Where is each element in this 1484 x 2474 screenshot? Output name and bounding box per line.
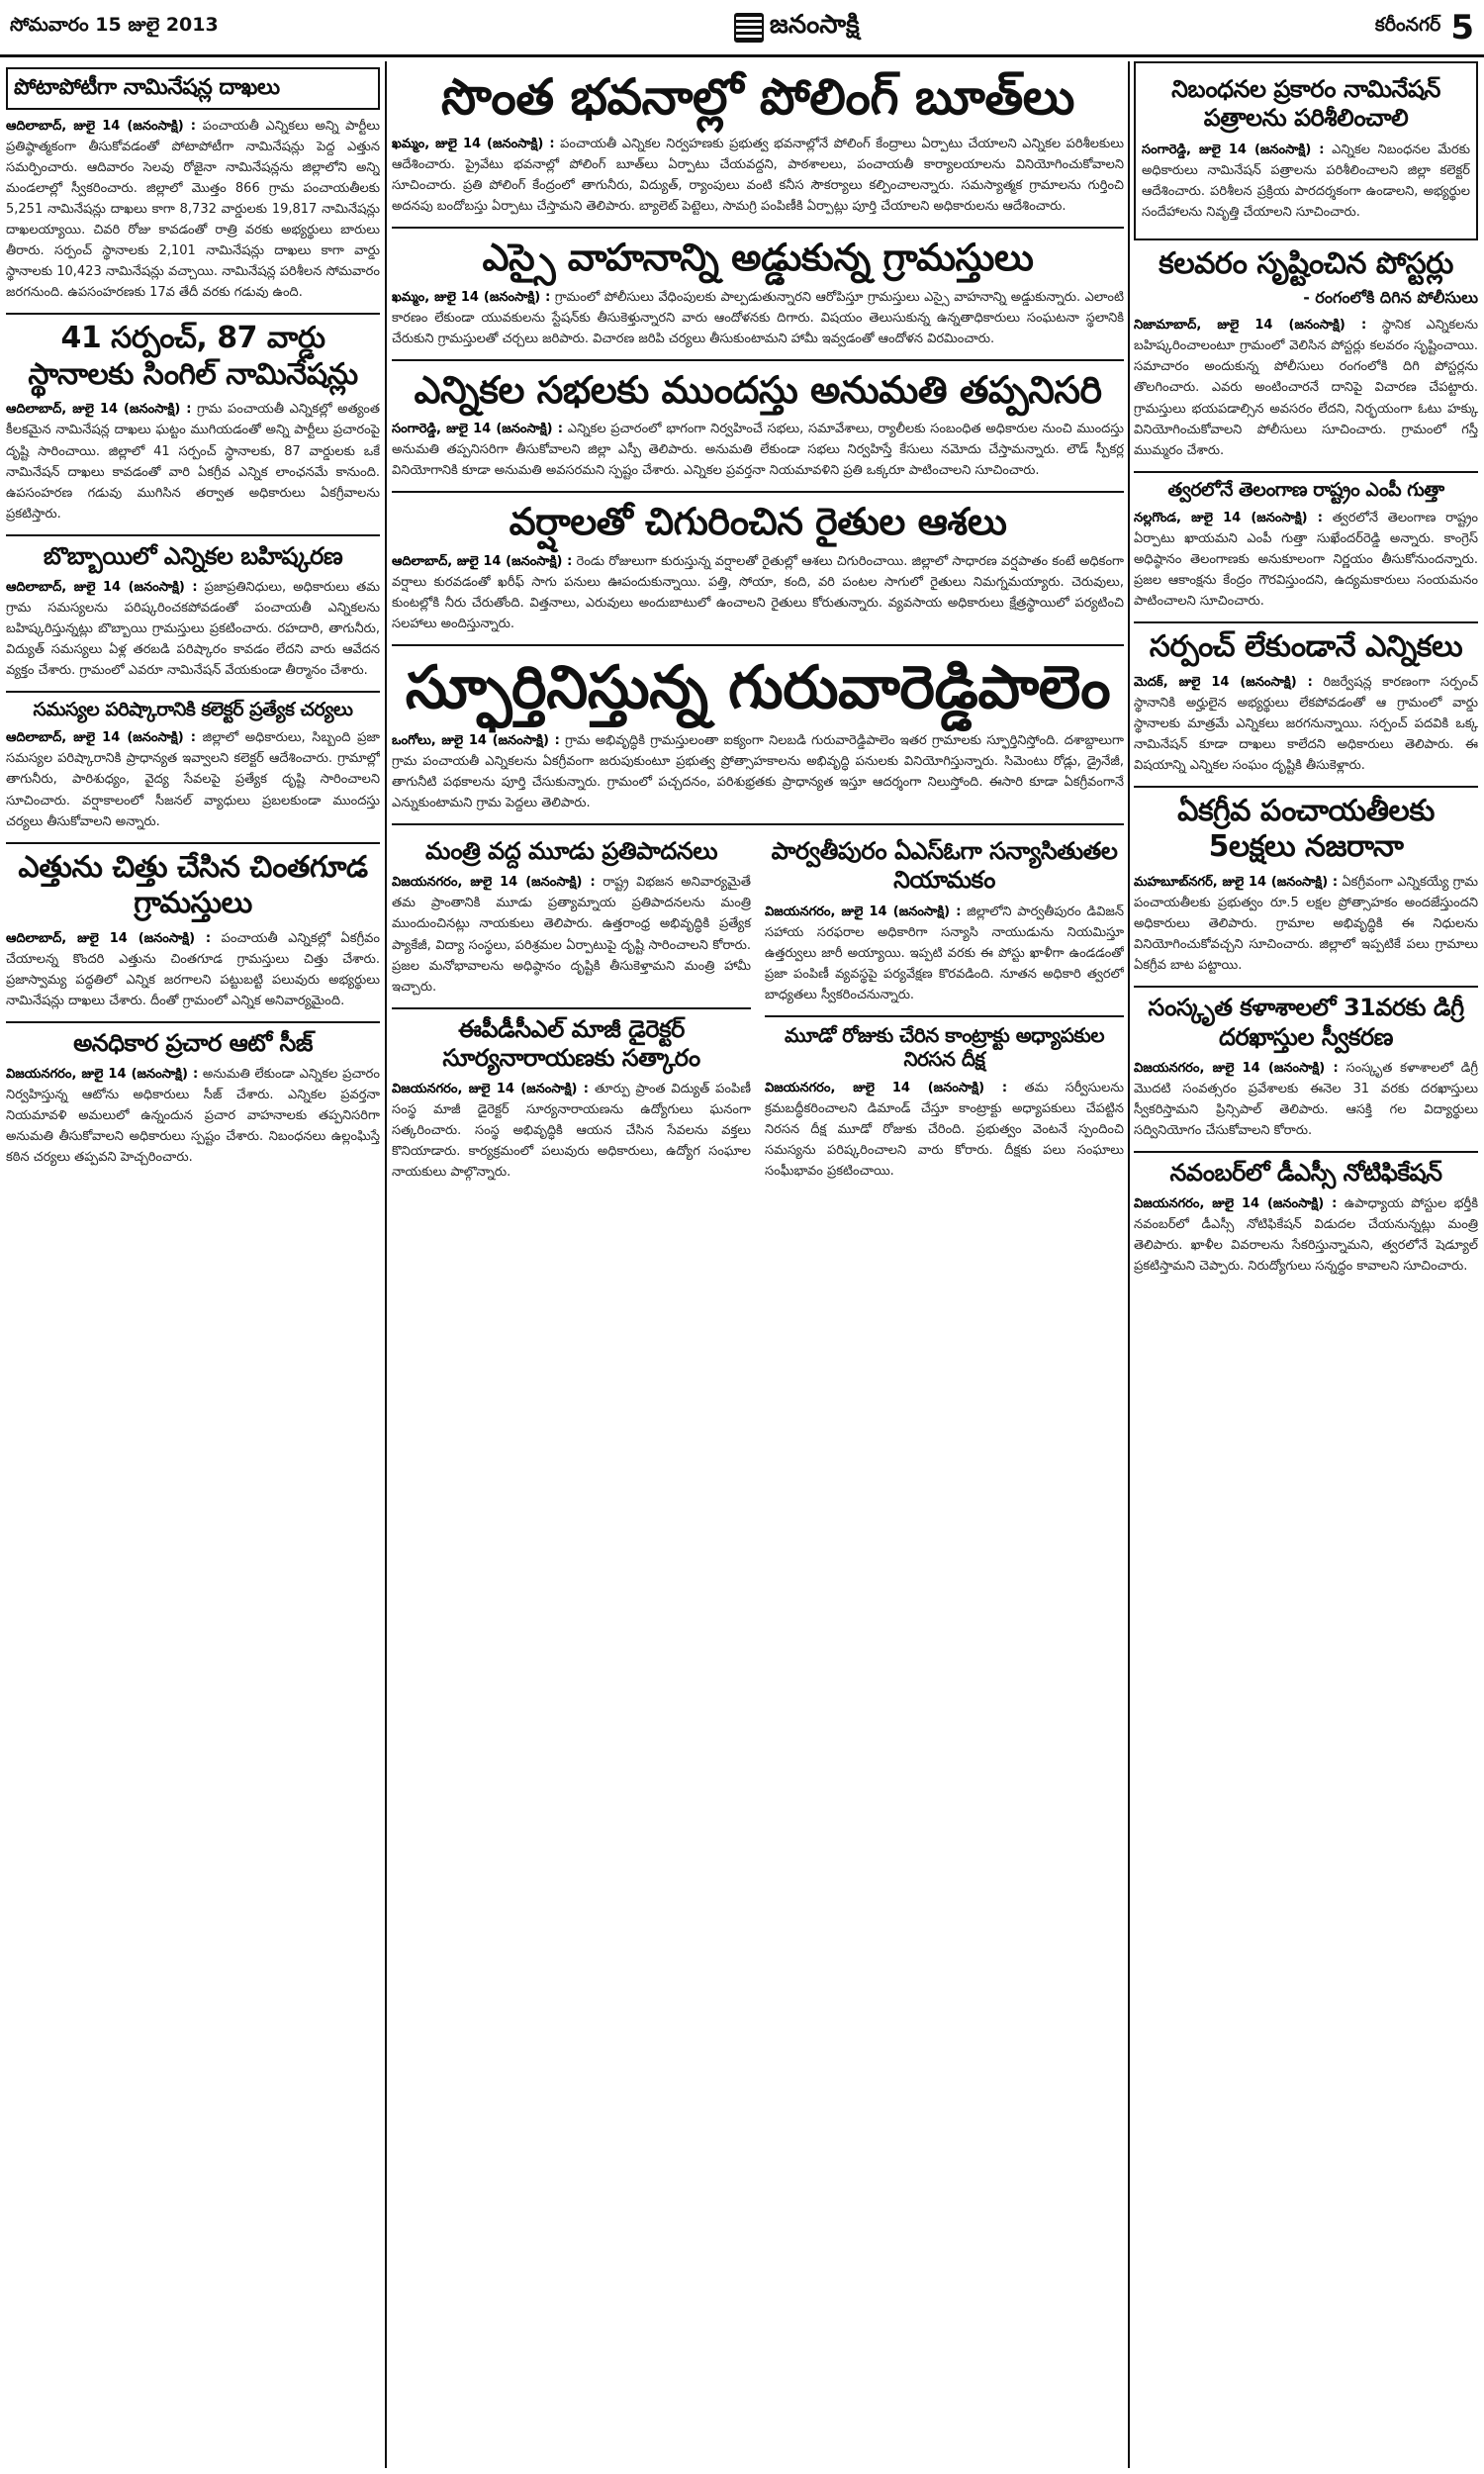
article-dateline: విజయనగరం, జులై 14 (జనంసాక్షి) :: [6, 1067, 199, 1083]
paper-logo: [734, 10, 860, 46]
article-text: ఎన్నికల ప్రచారంలో భాగంగా నిర్వహించే సభలు, సమావేశాలు, ర్యాలీలకు సంబంధిత అధికారుల నుంచి ముందస్తు అనుమతి తప్పనిసరిగా తీసుకోవాలని జిల్లా ఎస్పీ తెలిపారు. అనుమతి లేకుండా సభలు నిర్వహిస్తే కేసులు నమోదు చేస్తామన్నారు. లౌడ్‌ స్పీకర్ల వినియోగానికి కూడా అనుమతి అవసరమని స్పష్టం చేశారు. ఎన్నికల ప్రవర్తనా నియమావళిని ప్రతి ఒక్కరూ పాటించాలని సూచించారు.: [392, 422, 1124, 479]
article-dateline: ఆదిలాబాద్‌, జులై 14 (జనంసాక్షి) :: [6, 402, 192, 418]
column-left: [6, 61, 380, 2468]
article: [1134, 246, 1478, 461]
article-headline: సమస్యల పరిష్కారానికి కలెక్టర్‌ ప్రత్యేక చర్యలు: [33, 699, 353, 721]
article: [1134, 479, 1478, 612]
divider: [392, 227, 1124, 229]
article: [1134, 994, 1478, 1141]
article-body: [6, 116, 380, 303]
page-number: 5: [1450, 7, 1474, 48]
article-headline: సంస్కృత కళాశాలలో 31వరకు డిగ్రీ దరఖాస్తుల స్వీకరణ: [1148, 994, 1464, 1051]
article: [392, 837, 751, 998]
column-divider: [1128, 61, 1130, 2468]
article-headline: స్ఫూర్తినిస్తున్న గురువారెడ్డిపాలెం: [405, 652, 1111, 722]
article-body: [1134, 672, 1478, 776]
article-dateline: ఖమ్మం, జులై 14 (జనంసాక్షి) :: [392, 289, 551, 305]
article-dateline: విజయనగరం, జులై 14 (జనంసాక్షి) :: [392, 875, 596, 891]
article-body: [392, 551, 1124, 634]
article-headline: మూడో రోజుకు చేరిన కాంట్రాక్టు అధ్యాపకుల నిరసన దీక్ష: [784, 1022, 1105, 1072]
article-headline: నిబంధనల ప్రకారం నామినేషన్‌ పత్రాలను పరిశీలించాలి: [1171, 75, 1440, 133]
article: [1134, 61, 1478, 240]
article: [392, 652, 1124, 813]
article-dateline: మహబూబ్‌నగర్‌, జులై 14 (జనంసాక్షి) :: [1134, 875, 1339, 891]
article-headline: ఎత్తును చిత్తు చేసిన చింతగూడ గ్రామస్తులు: [18, 849, 368, 921]
article-text: రిజర్వేషన్ల కారణంగా సర్పంచ్‌ స్థానానికి అర్హులైన అభ్యర్థులు లేకపోవడంతో ఆ గ్రామంలో వార్డు స్థానాలకు మాత్రమే ఎన్నికలు జరగనున్నాయి. సర్పంచ్‌ పదవికి ఒక్క నామినేషన్‌ కూడా దాఖలు కాలేదని అధికారులు తెలిపారు. ఈ విషయాన్ని ఎన్నికల సంఘం దృష్టికి తీసుకెళ్లారు.: [1134, 674, 1478, 773]
article-body: [392, 419, 1124, 481]
article-headline: త్వరలోనే తెలంగాణ రాష్ట్రం ఎంపీ గుత్తా: [1167, 478, 1444, 501]
article-text: ఏకగ్రీవంగా ఎన్నికయ్యే గ్రామ పంచాయతీలకు ప్రభుత్వం రూ.5 లక్షల ప్రోత్సాహకం అందజేస్తుందని అధికారులు తెలిపారు. గ్రామాల అభివృద్ధికి ఈ నిధులను వినియోగించుకోవచ్చని సూచించారు. జిల్లాలో ఇప్పటికే పలు గ్రామాలు ఏకగ్రీవ బాట పట్టాయి.: [1134, 875, 1478, 974]
article-headline: అనధికార ప్రచార ఆటో సీజ్‌: [73, 1029, 313, 1057]
divider: [6, 313, 380, 315]
article-text: జిల్లాలోని పార్వతీపురం డివిజన్‌ సహాయ సరఫరాల అధికారిగా సన్యాసి నాయుడును నియమిస్తూ ఉత్తర్వులు జారీ అయ్యాయి. ఇప్పటి వరకు ఈ పోస్టు ఖాళీగా ఉండడంతో ప్రజా పంపిణీ వ్యవస్థపై పర్యవేక్షణ కొరవడింది. నూతన అధికారి త్వరలో బాధ్యతలు స్వీకరించనున్నారు.: [765, 904, 1124, 1002]
article-headline: మంత్రి వద్ద మూడు ప్రతిపాదనలు: [424, 837, 718, 866]
article: [6, 67, 380, 303]
article-dateline: విజయనగరం, జులై 14 (జనంసాక్షి) :: [392, 1082, 590, 1097]
divider: [1134, 621, 1478, 623]
article-text: ఉపాధ్యాయ పోస్టుల భర్తీకి నవంబర్‌లో డీఎస్సీ నోటిఫికేషన్‌ విడుదల చేయనున్నట్లు మంత్రి తెలిపారు. ఖాళీల వివరాలను సేకరిస్తున్నామని, త్వరలోనే షెడ్యూల్‌ ప్రకటిస్తామని చెప్పారు. నిరుద్యోగులు సన్నద్ధం కావాలని సూచించారు.: [1134, 1196, 1478, 1275]
article-headline: పోటాపోటీగా నామినేషన్ల దాఖలు: [6, 67, 380, 110]
article: [1134, 1159, 1478, 1277]
article-dateline: విజయనగరం, జులై 14 (జనంసాక్షి) :: [765, 1080, 1008, 1095]
article: [6, 1029, 380, 1169]
paper-name: జనంసాక్షి: [769, 9, 860, 40]
article-text: తూర్పు ప్రాంత విద్యుత్‌ పంపిణీ సంస్థ మాజీ డైరెక్టర్‌ సూర్యనారాయణను ఉద్యోగులు ఘనంగా సత్కరించారు. సంస్థ అభివృద్ధికి ఆయన చేసిన సేవలను వక్తలు కొనియాడారు. కార్యక్రమంలో పలువురు అధికారులు, ఉద్యోగ సంఘాల నాయకులు పాల్గొన్నారు.: [392, 1082, 752, 1181]
article-headline: సొంత భవనాల్లో పోలింగ్‌ బూత్‌లు: [441, 68, 1074, 126]
article: [6, 321, 380, 523]
article: [1134, 629, 1478, 776]
article-dateline: ఆదిలాబాద్‌, జులై 14 (జనంసాక్షి) :: [392, 553, 573, 569]
divider: [6, 842, 380, 844]
article: [765, 1023, 1124, 1182]
article-dateline: సంగారెడ్డి, జులై 14 (జనంసాక్షి) :: [1142, 142, 1325, 157]
article-dateline: నల్లగొండ, జులై 14 (జనంసాక్షి) :: [1134, 510, 1323, 525]
article-body: [1134, 872, 1478, 976]
divider: [392, 359, 1124, 361]
article-text: గ్రామంలో పోలీసులు వేధింపులకు పాల్పడుతున్నారని ఆరోపిస్తూ గ్రామస్తులు ఎస్సై వాహనాన్ని అడ్డుకున్నారు. ఎలాంటి కారణం లేకుండా యువకులను స్టేషన్‌కు తీసుకెళ్తున్నారని వారు ఆందోళనకు దిగారు. విషయం తెలుసుకున్న ఉన్నతాధికారులు సంఘటనా స్థలానికి చేరుకుని గ్రామస్తులతో చర్చలు జరిపారు. విచారణ జరిపి చర్యలు తీసుకుంటామని హామీ ఇవ్వడంతో ఆందోళన విరమించారు.: [392, 289, 1124, 346]
article-headline: నవంబర్‌లో డీఎస్సీ నోటిఫికేషన్‌: [1169, 1159, 1442, 1188]
article-dateline: సంగారెడ్డి, జులై 14 (జనంసాక్షి) :: [392, 422, 563, 437]
divider: [1134, 471, 1478, 473]
article-body: [765, 1078, 1124, 1182]
bottom-stories: [392, 831, 1124, 1192]
article-text: సంస్కృత కళాశాలలో డిగ్రీ మొదటి సంవత్సరం ప్రవేశాలకు ఈనెల 31 వరకు దరఖాస్తులు స్వీకరిస్తామని ప్రిన్సిపాల్‌ తెలిపారు. ఆసక్తి గల విద్యార్థులు సద్వినియోగం చేసుకోవాలని కోరారు.: [1134, 1060, 1478, 1138]
article-body: [1134, 315, 1478, 460]
article-dateline: ఒంగోలు, జులై 14 (జనంసాక్షి) :: [392, 732, 560, 748]
article-headline: ఏకగ్రీవ పంచాయతీలకు 5లక్షలు నజరానా: [1177, 793, 1435, 865]
article-headline: ఎస్సై వాహనాన్ని అడ్డుకున్న గ్రామస్తులు: [482, 236, 1034, 280]
article-dateline: ఆదిలాబాద్‌, జులై 14 (జనంసాక్షి) :: [6, 579, 198, 595]
article-body: [392, 730, 1124, 813]
divider: [6, 691, 380, 693]
article: [392, 67, 1124, 217]
bottom-right-stories: [765, 831, 1124, 1192]
article-body: [765, 902, 1124, 1005]
article-body: [6, 928, 380, 1011]
article-headline: 41 సర్పంచ్‌, 87 వార్డు స్థానాలకు సింగిల్‌ నామినేషన్లు: [28, 321, 358, 392]
article-subheadline: - రంగంలోకి దిగిన పోలీసులు: [1303, 288, 1478, 308]
article-body: [392, 134, 1124, 217]
article-dateline: విజయనగరం, జులై 14 (జనంసాక్షి) :: [1134, 1196, 1338, 1212]
article-text: పంచాయతీ ఎన్నికల్లో ఏకగ్రీవం చేయాలన్న కొందరి ఎత్తును చింతగూడ గ్రామస్తులు చిత్తు చేశారు. ప్రజాస్వామ్య పద్ధతిలో ఎన్నిక జరగాలని పట్టుబట్టి పలువురు అభ్యర్థులు నామినేషన్లు దాఖలు చేశారు. దీంతో గ్రామంలో ఎన్నిక అనివార్యమైంది.: [6, 930, 380, 1008]
divider: [392, 644, 1124, 646]
article-headline: సర్పంచ్‌ లేకుండానే ఎన్నికలు: [1149, 629, 1463, 665]
divider: [1134, 986, 1478, 988]
article-dateline: ఖమ్మం, జులై 14 (జనంసాక్షి) :: [392, 137, 555, 151]
divider: [6, 534, 380, 536]
article-text: స్థానిక ఎన్నికలను బహిష్కరించాలంటూ గ్రామంలో వెలిసిన పోస్టర్లు కలవరం సృష్టించాయి. సమాచారం అందుకున్న పోలీసులు రంగంలోకి దిగి పోస్టర్లను తొలగించారు. ఎవరు అంటించారనే దానిపై విచారణ చేపట్టారు. గ్రామస్తులు భయపడాల్సిన అవసరం లేదని, నిర్భయంగా ఓటు హక్కు వినియోగించుకోవాలని పోలీసులు సూచించారు. గ్రామంలో గస్తీ ముమ్మరం చేశారు.: [1134, 318, 1478, 458]
column-right: [1134, 61, 1478, 2468]
article: [6, 850, 380, 1011]
article-body: [392, 287, 1124, 349]
article-body: [6, 727, 380, 831]
article-body: [1134, 1193, 1478, 1277]
article-text: అనుమతి లేకుండా ఎన్నికల ప్రచారం నిర్వహిస్తున్న ఆటోను అధికారులు సీజ్‌ చేశారు. ఎన్నికల ప్రవర్తనా నియమావళి అమలులో ఉన్నందున ప్రచార వాహనాలకు తప్పనిసరిగా అనుమతి తీసుకోవాలని అధికారులు స్పష్టం చేశారు. నిబంధనలు ఉల్లంఘిస్తే కఠిన చర్యలు తప్పవని హెచ్చరించారు.: [6, 1067, 380, 1166]
article-body: [6, 1064, 380, 1168]
article-text: తమ సర్వీసులను క్రమబద్ధీకరించాలని డిమాండ్‌ చేస్తూ కాంట్రాక్టు అధ్యాపకులు చేపట్టిన నిరసన దీక్ష మూడో రోజుకు చేరింది. ప్రభుత్వం వెంటనే స్పందించి సమస్యను పరిష్కరించాలని వారు కోరారు. దీక్షకు పలు సంఘాలు సంఘీభావం ప్రకటించాయి.: [765, 1080, 1124, 1179]
article-dateline: ఆదిలాబాద్‌, జులై 14 (జనంసాక్షి) :: [6, 118, 197, 134]
divider: [1134, 1151, 1478, 1153]
article-body: [392, 1079, 751, 1183]
article: [392, 499, 1124, 634]
article-text: రాష్ట్ర విభజన అనివార్యమైతే తమ ప్రాంతానికి మూడు ప్రత్యామ్నాయ ప్రతిపాదనలను మంత్రి ముందుంచినట్లు నాయకులు తెలిపారు. ఉత్తరాంధ్ర అభివృద్ధికి ప్రత్యేక ప్యాకేజీ, విద్యా సంస్థలు, పరిశ్రమల ఏర్పాటుపై దృష్టి సారించాలని కోరారు. ప్రజల మనోభావాలను అధిష్ఠానం దృష్టికి తీసుకెళ్తామని మంత్రి హామీ ఇచ్చారు.: [392, 875, 751, 995]
article: [765, 837, 1124, 1005]
article-body: [6, 577, 380, 681]
article-dateline: విజయనగరం, జులై 14 (జనంసాక్షి) :: [1134, 1060, 1339, 1076]
bottom-left-stories: [392, 831, 751, 1192]
divider: [765, 1015, 1124, 1017]
paper-logo-icon: [734, 13, 764, 43]
column-center: [392, 61, 1124, 2468]
divider: [392, 823, 1124, 825]
article-text: త్వరలోనే తెలంగాణ రాష్ట్రం ఏర్పాటు ఖాయమని ఎంపీ గుత్తా సుఖేందర్‌రెడ్డి అన్నారు. కాంగ్రెస్‌ అధిష్ఠానం తెలంగాణకు అనుకూలంగా నిర్ణయం తీసుకోనుందన్నారు. ప్రజల ఆకాంక్షను కేంద్రం గౌరవిస్తుందని, ఉద్యమకారులు సంయమనం పాటించాలని సూచించారు.: [1134, 510, 1478, 609]
article-body: [1134, 1058, 1478, 1141]
article-headline: పార్వతీపురం ఏఎస్‌ఓగా సన్యాసితుతల నియామకం: [771, 837, 1118, 895]
article-headline: కలవరం సృష్టించిన పోస్టర్లు: [1159, 245, 1453, 281]
divider: [392, 491, 1124, 493]
edition-name: కరీంనగర్: [1374, 14, 1441, 36]
article: [6, 699, 380, 831]
article-body: [6, 399, 380, 523]
article-text: పంచాయతీ ఎన్నికల నిర్వహణకు ప్రభుత్వ భవనాల్లోనే పోలింగ్‌ కేంద్రాలు ఏర్పాటు చేయాలని ఎన్నికల పరిశీలకులు ఆదేశించారు. ప్రైవేటు భవనాల్లో పోలింగ్‌ బూత్‌లు ఏర్పాటు చేయవద్దని, పాఠశాలలు, పంచాయతీ కార్యాలయాలను వినియోగించుకోవాలని సూచించారు. ప్రతి పోలింగ్‌ కేంద్రంలో తాగునీరు, విద్యుత్‌, ర్యాంపులు వంటి కనీస సౌకర్యాలు కల్పించాలన్నారు. సమస్యాత్మక గ్రామాలను గుర్తించి అదనపు బందోబస్తు ఏర్పాటు చేస్తామని తెలిపారు. బ్యాలెట్‌ పెట్టెలు, సామగ్రి పంపిణీకి ఏర్పాట్లు పూర్తి చేయాలని అధికారులను ఆదేశించారు.: [392, 137, 1124, 215]
article-dateline: నిజామాబాద్‌, జులై 14 (జనంసాక్షి) :: [1134, 318, 1367, 333]
divider: [1134, 786, 1478, 788]
column-divider: [385, 61, 387, 2468]
article-headline: వర్షాలతో చిగురించిన రైతుల ఆశలు: [509, 500, 1007, 544]
article-headline: ఎన్నికల సభలకు ముందస్తు అనుమతి తప్పనిసరి: [414, 367, 1102, 412]
issue-date: సోమవారం 15 జులై 2013: [10, 14, 219, 36]
article-body: [1134, 508, 1478, 612]
article-dateline: ఆదిలాబాద్‌, జులై 14 (జనంసాక్షి) :: [6, 730, 196, 746]
article-text: ప్రజాప్రతినిధులు, అధికారులు తమ గ్రామ సమస్యలను పరిష్కరించకపోవడంతో పంచాయతీ ఎన్నికలను బహిష్కరిస్తున్నట్లు బొబ్బాయి గ్రామస్తులు ప్రకటించారు. రహదారి, తాగునీరు, విద్యుత్‌ సమస్యలు ఏళ్ల తరబడి పరిష్కారం కావడం లేదని వారు ఆవేదన వ్యక్తం చేశారు. గ్రామంలో ఎవరూ నామినేషన్‌ వేయకుండా తీర్మానం చేశారు.: [6, 579, 380, 679]
article: [392, 367, 1124, 482]
divider: [6, 1021, 380, 1023]
article-headline: బొబ్బాయిలో ఎన్నికల బహిష్కరణ: [43, 541, 343, 570]
article-headline: ఈపీడీసీఎల్‌ మాజీ డైరెక్టర్‌ సూర్యనారాయణకు సత్కారం: [442, 1014, 700, 1072]
article-dateline: మెదక్‌, జులై 14 (జనంసాక్షి) :: [1134, 674, 1313, 690]
article-body: [392, 872, 751, 997]
article: [392, 1015, 751, 1184]
article: [6, 542, 380, 682]
article-dateline: ఆదిలాబాద్‌, జులై 14 (జనంసాక్షి) :: [6, 930, 212, 946]
article-body: [1142, 140, 1470, 223]
article-text: రెండు రోజులుగా కురుస్తున్న వర్షాలతో రైతుల్లో ఆశలు చిగురించాయి. జిల్లాలో సాధారణ వర్షపాతం కంటే అధికంగా వర్షాలు కురవడంతో ఖరీఫ్‌ సాగు పనులు ఊపందుకున్నాయి. పత్తి, సోయా, కంది, వరి పంటల సాగులో రైతులు నిమగ్నమయ్యారు. చెరువులు, కుంటల్లోకి నీరు చేరుతోంది. విత్తనాలు, ఎరువులు అందుబాటులో ఉంచాలని రైతులు కోరుతున్నారు. వ్యవసాయ అధికారులు క్షేత్రస్థాయిలో పర్యటించి సలహాలు అందిస్తున్నారు.: [392, 553, 1124, 631]
article-text: గ్రామ పంచాయతీ ఎన్నికల్లో అత్యంత కీలకమైన నామినేషన్ల దాఖలు ఘట్టం ముగియడంతో అన్ని పార్టీలు ప్రచారంపై దృష్టి సారించాయి. జిల్లాలో 41 సర్పంచ్‌ స్థానాలకు, 87 వార్డులకు ఒకే నామినేషన్‌ దాఖలు కావడంతో వారి ఏకగ్రీవ ఎన్నిక లాంఛనమే కానుంది. ఉపసంహరణ గడువు ముగిసిన తర్వాత అధికారులు ఏకగ్రీవాలను ప్రకటిస్తారు.: [6, 402, 380, 522]
article-text: గ్రామ అభివృద్ధికి గ్రామస్తులంతా ఐక్యంగా నిలబడి గురువారెడ్డిపాలెం ఇతర గ్రామాలకు స్ఫూర్తినిస్తోంది. దశాబ్దాలుగా గ్రామ పంచాయతీ ఎన్నికలను ఏకగ్రీవంగా జరుపుకుంటూ ప్రభుత్వ ప్రోత్సాహకాలను అభివృద్ధి పనులకు వినియోగిస్తున్నారు. సిమెంటు రోడ్లు, డ్రైనేజీ, తాగునీటి పథకాలను పూర్తి చేసుకున్నారు. గ్రామంలో పచ్చదనం, పరిశుభ్రతకు ప్రాధాన్యత ఇస్తూ ఆదర్శంగా నిలుస్తోంది. ఈసారి కూడా ఏకగ్రీవంగానే ఎన్నుకుంటామని గ్రామ పెద్దలు తెలిపారు.: [392, 732, 1124, 811]
article-text: ఎన్నికల నిబంధనల మేరకు అధికారులు నామినేషన్‌ పత్రాలను పరిశీలించాలని జిల్లా కలెక్టర్‌ ఆదేశించారు. పరిశీలన ప్రక్రియ పారదర్శకంగా ఉండాలని, అభ్యర్థుల సందేహాలను నివృత్తి చేయాలని సూచించారు.: [1142, 142, 1470, 220]
masthead: [0, 0, 1484, 57]
article-text: జిల్లాలో అధికారులు, సిబ్బంది ప్రజా సమస్యల పరిష్కారానికి ప్రాధాన్యత ఇవ్వాలని కలెక్టర్‌ ఆదేశించారు. గ్రామాల్లో తాగునీరు, పారిశుధ్యం, వైద్య సేవలపై ప్రత్యేక దృష్టి సారించాలని సూచించారు. వర్షాకాలంలో సీజనల్‌ వ్యాధులు ప్రబలకుండా ముందస్తు చర్యలు తీసుకోవాలని అన్నారు.: [6, 730, 380, 829]
divider: [392, 1007, 751, 1009]
edition-block: [1375, 8, 1474, 48]
article: [1134, 794, 1478, 976]
article: [392, 235, 1124, 349]
article-text: పంచాయతీ ఎన్నికలు అన్ని పార్టీలు ప్రతిష్ఠాత్మకంగా తీసుకోవడంతో పోటాపోటీగా నామినేషన్లు పెద్ద ఎత్తున సమర్పించారు. ఆదివారం సెలవు రోజైనా నామినేషన్లను జిల్లాలోని అన్ని మండలాల్లో స్వీకరించారు. జిల్లాలో మొత్తం 866 గ్రామ పంచాయతీలకు 5,251 నామినేషన్లు దాఖలు కాగా 8,732 వార్డులకు 19,817 నామినేషన్లు దాఖలయ్యాయి. చివరి రోజు కావడంతో రాత్రి వరకు అభ్యర్థులు బారులు తీరారు. సర్పంచ్‌ స్థానాలకు 2,101 నామినేషన్లు దాఖలు కాగా వార్డు స్థానాలకు 10,423 నామినేషన్లు వచ్చాయి. నామినేషన్ల పరిశీలన సోమవారం జరగనుంది. ఉపసంహరణకు 17వ తేదీ వరకు గడువు ఉంది.: [6, 118, 380, 301]
article-dateline: విజయనగరం, జులై 14 (జనంసాక్షి) :: [765, 904, 962, 919]
